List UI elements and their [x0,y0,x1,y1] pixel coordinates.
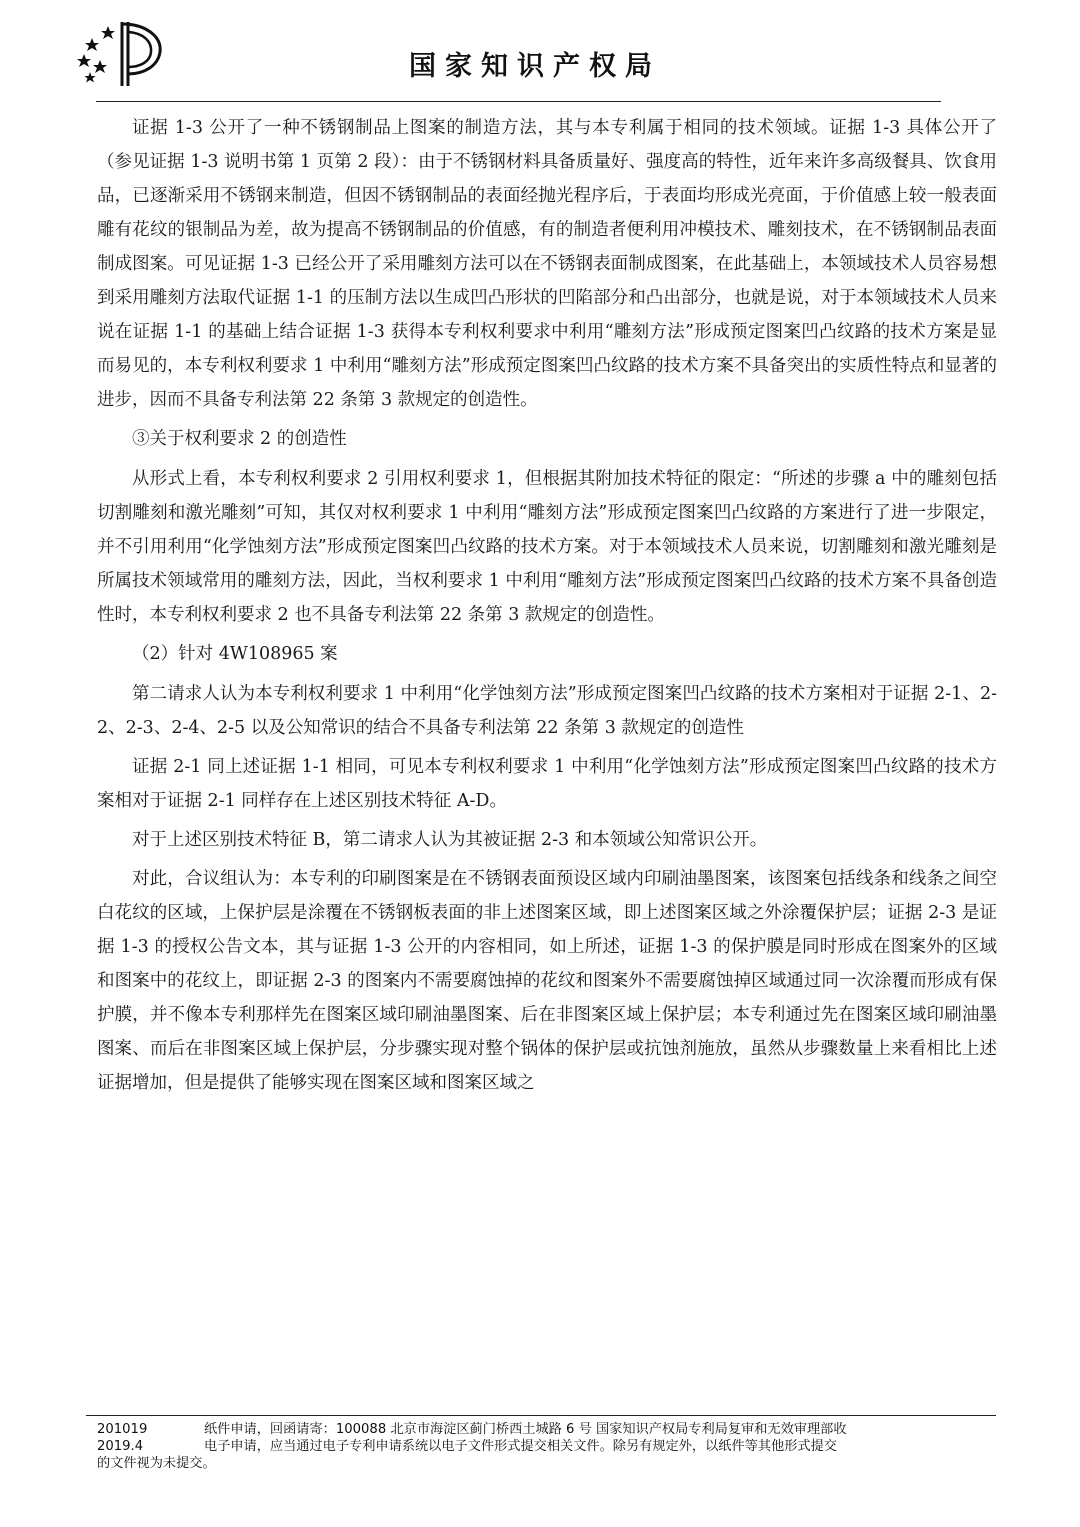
section-heading-case-4w108965: （2）针对 4W108965 案 [132,644,338,664]
cnipa-emblem-icon [70,16,165,88]
footer-divider [86,1415,996,1416]
paragraph-claim-2-analysis: 从形式上看，本专利权利要求 2 引用权利要求 1，但根据其附加技术特征的限定：“所述的步骤 a 中的雕刻包括切割雕刻和激光雕刻”可知，其仅对权利要求 1 中利用“雕刻方法”形成预定图案凹凸纹路的方案进行了进一步限定，并不引用利用“化学蚀刻方法”形成预定图案凹凸纹路的技术方案。对于本领域技术人员来说，切割雕刻和激光雕刻是所属技术领域常用的雕刻方法，因此，当权利要求 1 中利用“雕刻方法”形成预定图案凹凸纹路的技术方案不具备创造性时，本专利权利要求 2 也不具备专利法第 22 条第 3 款规定的创造性。 [97,469,997,625]
paragraph-evidence-2-1: 证据 2-1 同上述证据 1-1 相同，可见本专利权利要求 1 中利用“化学蚀刻方法”形成预定图案凹凸纹路的技术方案相对于证据 2-1 同样存在上述区别技术特征 A-D。 [97,757,997,811]
form-code: 201019 [97,1422,148,1437]
paragraph-second-requester-claim: 第二请求人认为本专利权利要求 1 中利用“化学蚀刻方法”形成预定图案凹凸纹路的技术方案相对于证据 2-1、2-2、2-3、2-4、2-5 以及公知常识的结合不具备专利法第 22 条第 3 款规定的创造性 [97,684,997,738]
footer-electronic-notice: 电子申请，应当通过电子专利申请系统以电子文件形式提交相关文件。除另有规定外，以纸件等其他形式提交 [204,1439,837,1454]
form-version: 2019.4 [97,1439,144,1454]
footer-electronic-notice-continued: 的文件视为未提交。 [97,1456,216,1471]
header-divider [96,101,941,102]
page-footer [97,1421,1007,1472]
footer-mail-notice: 纸件申请，回函请寄：100088 北京市海淀区蓟门桥西土城路 6 号 国家知识产权局专利局复审和无效审理部收 [204,1422,847,1437]
page-title: 国家知识产权局 [409,51,661,82]
document-body [97,111,997,1105]
paragraph-evidence-1-3: 证据 1-3 公开了一种不锈钢制品上图案的制造方法，其与本专利属于相同的技术领域。证据 1-3 具体公开了（参见证据 1-3 说明书第 1 页第 2 段）：由于不锈钢材料具备质量好、强度高的特性，近年来许多高级餐具、饮食用品，已逐渐采用不锈钢来制造，但因不锈钢制品的表面经抛光程序后，于表面均形成光亮面，于价值感上较一般表面雕有花纹的银制品为差，故为提高不锈钢制品的价值感，有的制造者便利用冲模技术、雕刻技术，在不锈钢制品表面制成图案。可见证据 1-3 已经公开了采用雕刻方法可以在不锈钢表面制成图案，在此基础上，本领域技术人员容易想到采用雕刻方法取代证据 1-1 的压制方法以生成凹凸形状的凹陷部分和凸出部分，也就是说，对于本领域技术人员来说在证据 1-1 的基础上结合证据 1-3 获得本专利权利要求中利用“雕刻方法”形成预定图案凹凸纹路的技术方案是显而易见的，本专利权利要求 1 中利用“雕刻方法”形成预定图案凹凸纹路的技术方案不具备突出的实质性特点和显著的进步，因而不具备专利法第 22 条第 3 款规定的创造性。 [97,118,997,410]
paragraph-panel-opinion: 对此，合议组认为：本专利的印刷图案是在不锈钢表面预设区域内印刷油墨图案，该图案包括线条和线条之间空白花纹的区域，上保护层是涂覆在不锈钢板表面的非上述图案区域，即上述图案区域之外涂覆保护层；证据 2-3 是证据 1-3 的授权公告文本，其与证据 1-3 公开的内容相同，如上所述，证据 1-3 的保护膜是同时形成在图案外的区域和图案中的花纹上，即证据 2-3 的图案内不需要腐蚀掉的花纹和图案外不需要腐蚀掉区域通过同一次涂覆而形成有保护膜，并不像本专利那样先在图案区域印刷油墨图案、后在非图案区域上保护层；本专利通过先在图案区域印刷油墨图案、而后在非图案区域上保护层，分步骤实现对整个锅体的保护层或抗蚀剂施放，虽然从步骤数量上来看相比上述证据增加，但是提供了能够实现在图案区域和图案区域之 [97,869,997,1093]
section-heading-claim-2: ③关于权利要求 2 的创造性 [132,429,347,449]
paragraph-feature-b: 对于上述区别技术特征 B，第二请求人认为其被证据 2-3 和本领域公知常识公开。 [132,830,768,850]
